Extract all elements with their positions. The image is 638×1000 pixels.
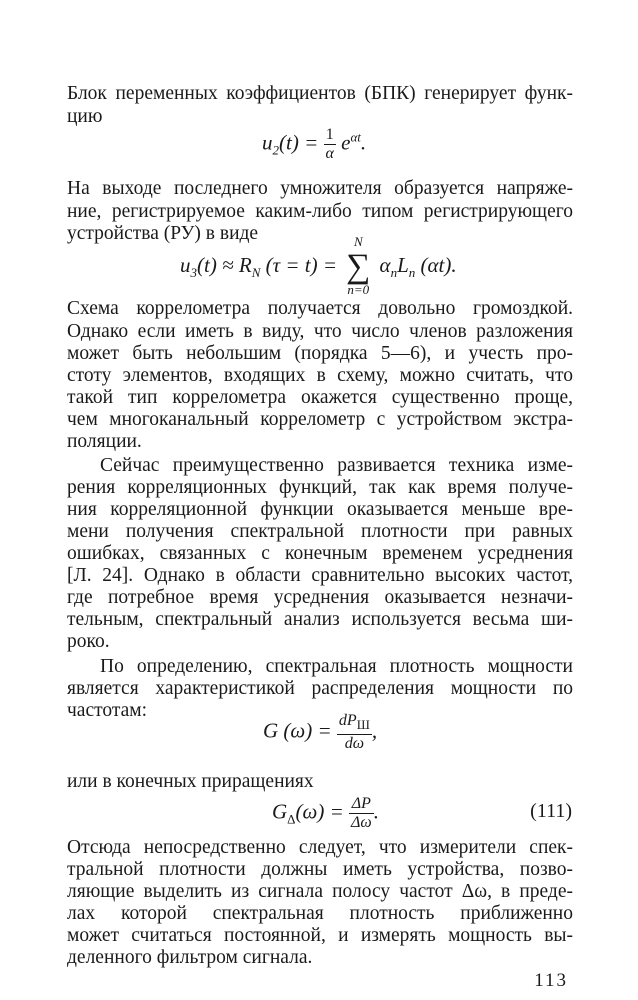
text-line: ляющие выделить из сигнала полосу частот Δω, в преде-	[67, 881, 573, 902]
page-number: 113	[534, 970, 568, 991]
text-line: устройства (РУ) в виде	[67, 223, 259, 244]
text-line: цию	[67, 106, 103, 127]
text-line: ошибках, связанных с конечным временем усреднения	[67, 543, 573, 564]
text-line: или в конечных приращениях	[67, 771, 314, 792]
text-line: такой тип коррелометра окажется существенно проще,	[67, 387, 573, 408]
text-line: поляции.	[67, 431, 142, 452]
text-line: стоту элементов, входящих в схему, можно считать, что	[67, 365, 573, 386]
formula-G-delta: $G_\Delta(\omega)$ = $\frac{\Delta P}{\Delta\omega}$ .	[272, 795, 379, 831]
text-line: ние, регистрируемое каким-либо типом регистрирующего	[67, 201, 573, 222]
text-line: [Л. 24]. Однако в области сравнительно высоких частот,	[67, 565, 573, 586]
text-line: рения корреляционных функций, так как время получе-	[67, 477, 573, 498]
text-line: может быть небольшим (порядка 5—6), и учесть про-	[67, 343, 573, 364]
text-line: где потребное время усреднения оказывается незначи-	[67, 587, 573, 608]
formula-G: G (ω) = $\frac{dP_Ш}{d\omega}$ ,	[263, 712, 378, 753]
text-line: Схема коррелометра получается довольно громоздкой.	[67, 298, 573, 319]
text-line: тельным, спектральный анализ используется весьма ши-	[67, 609, 573, 630]
text-line: лах которой спектральная плотность приближенно	[67, 903, 573, 924]
text-line: деленного фильтром сигнала.	[67, 947, 313, 968]
text-line: частотам:	[67, 700, 148, 721]
text-line: На выходе последнего умножителя образуется напряже-	[67, 178, 573, 199]
text-line: Сейчас преимущественно развивается техника изме-	[100, 455, 573, 476]
text-line: Однако если иметь в виду, что число членов разложения	[67, 321, 573, 342]
text-line: тральной плотности должны иметь устройства, позво-	[67, 859, 573, 880]
text-line: По определению, спектральная плотность мощности	[100, 656, 573, 677]
text-line: ния корреляционной функции оказывается меньше вре-	[67, 499, 573, 520]
formula-u3-sum: $u_3(t) \approx R_N$ (τ = t) = N ∑ n=0 $\alpha_nL_n$ (αt).	[180, 234, 457, 297]
text-line: мени получения спектральной плотности при равных	[67, 521, 573, 542]
equation-number: (111)	[530, 800, 572, 822]
formula-u2: $u_2(t)$ = $\frac{1}{\alpha}$ $e^{\alpha t}$.	[262, 126, 367, 162]
text-line: Отсюда непосредственно следует, что измерители спек-	[67, 837, 573, 858]
text-line: может считаться постоянной, и измерять мощность вы-	[67, 925, 573, 946]
text-line: является характеристикой распределения мощности по	[67, 678, 573, 699]
text-line: чем многоканальный коррелометр с устройством экстра-	[67, 409, 573, 430]
text-line: Блок переменных коэффициентов (БПК) генерирует функ-	[67, 83, 573, 104]
text-line: роко.	[67, 631, 110, 652]
